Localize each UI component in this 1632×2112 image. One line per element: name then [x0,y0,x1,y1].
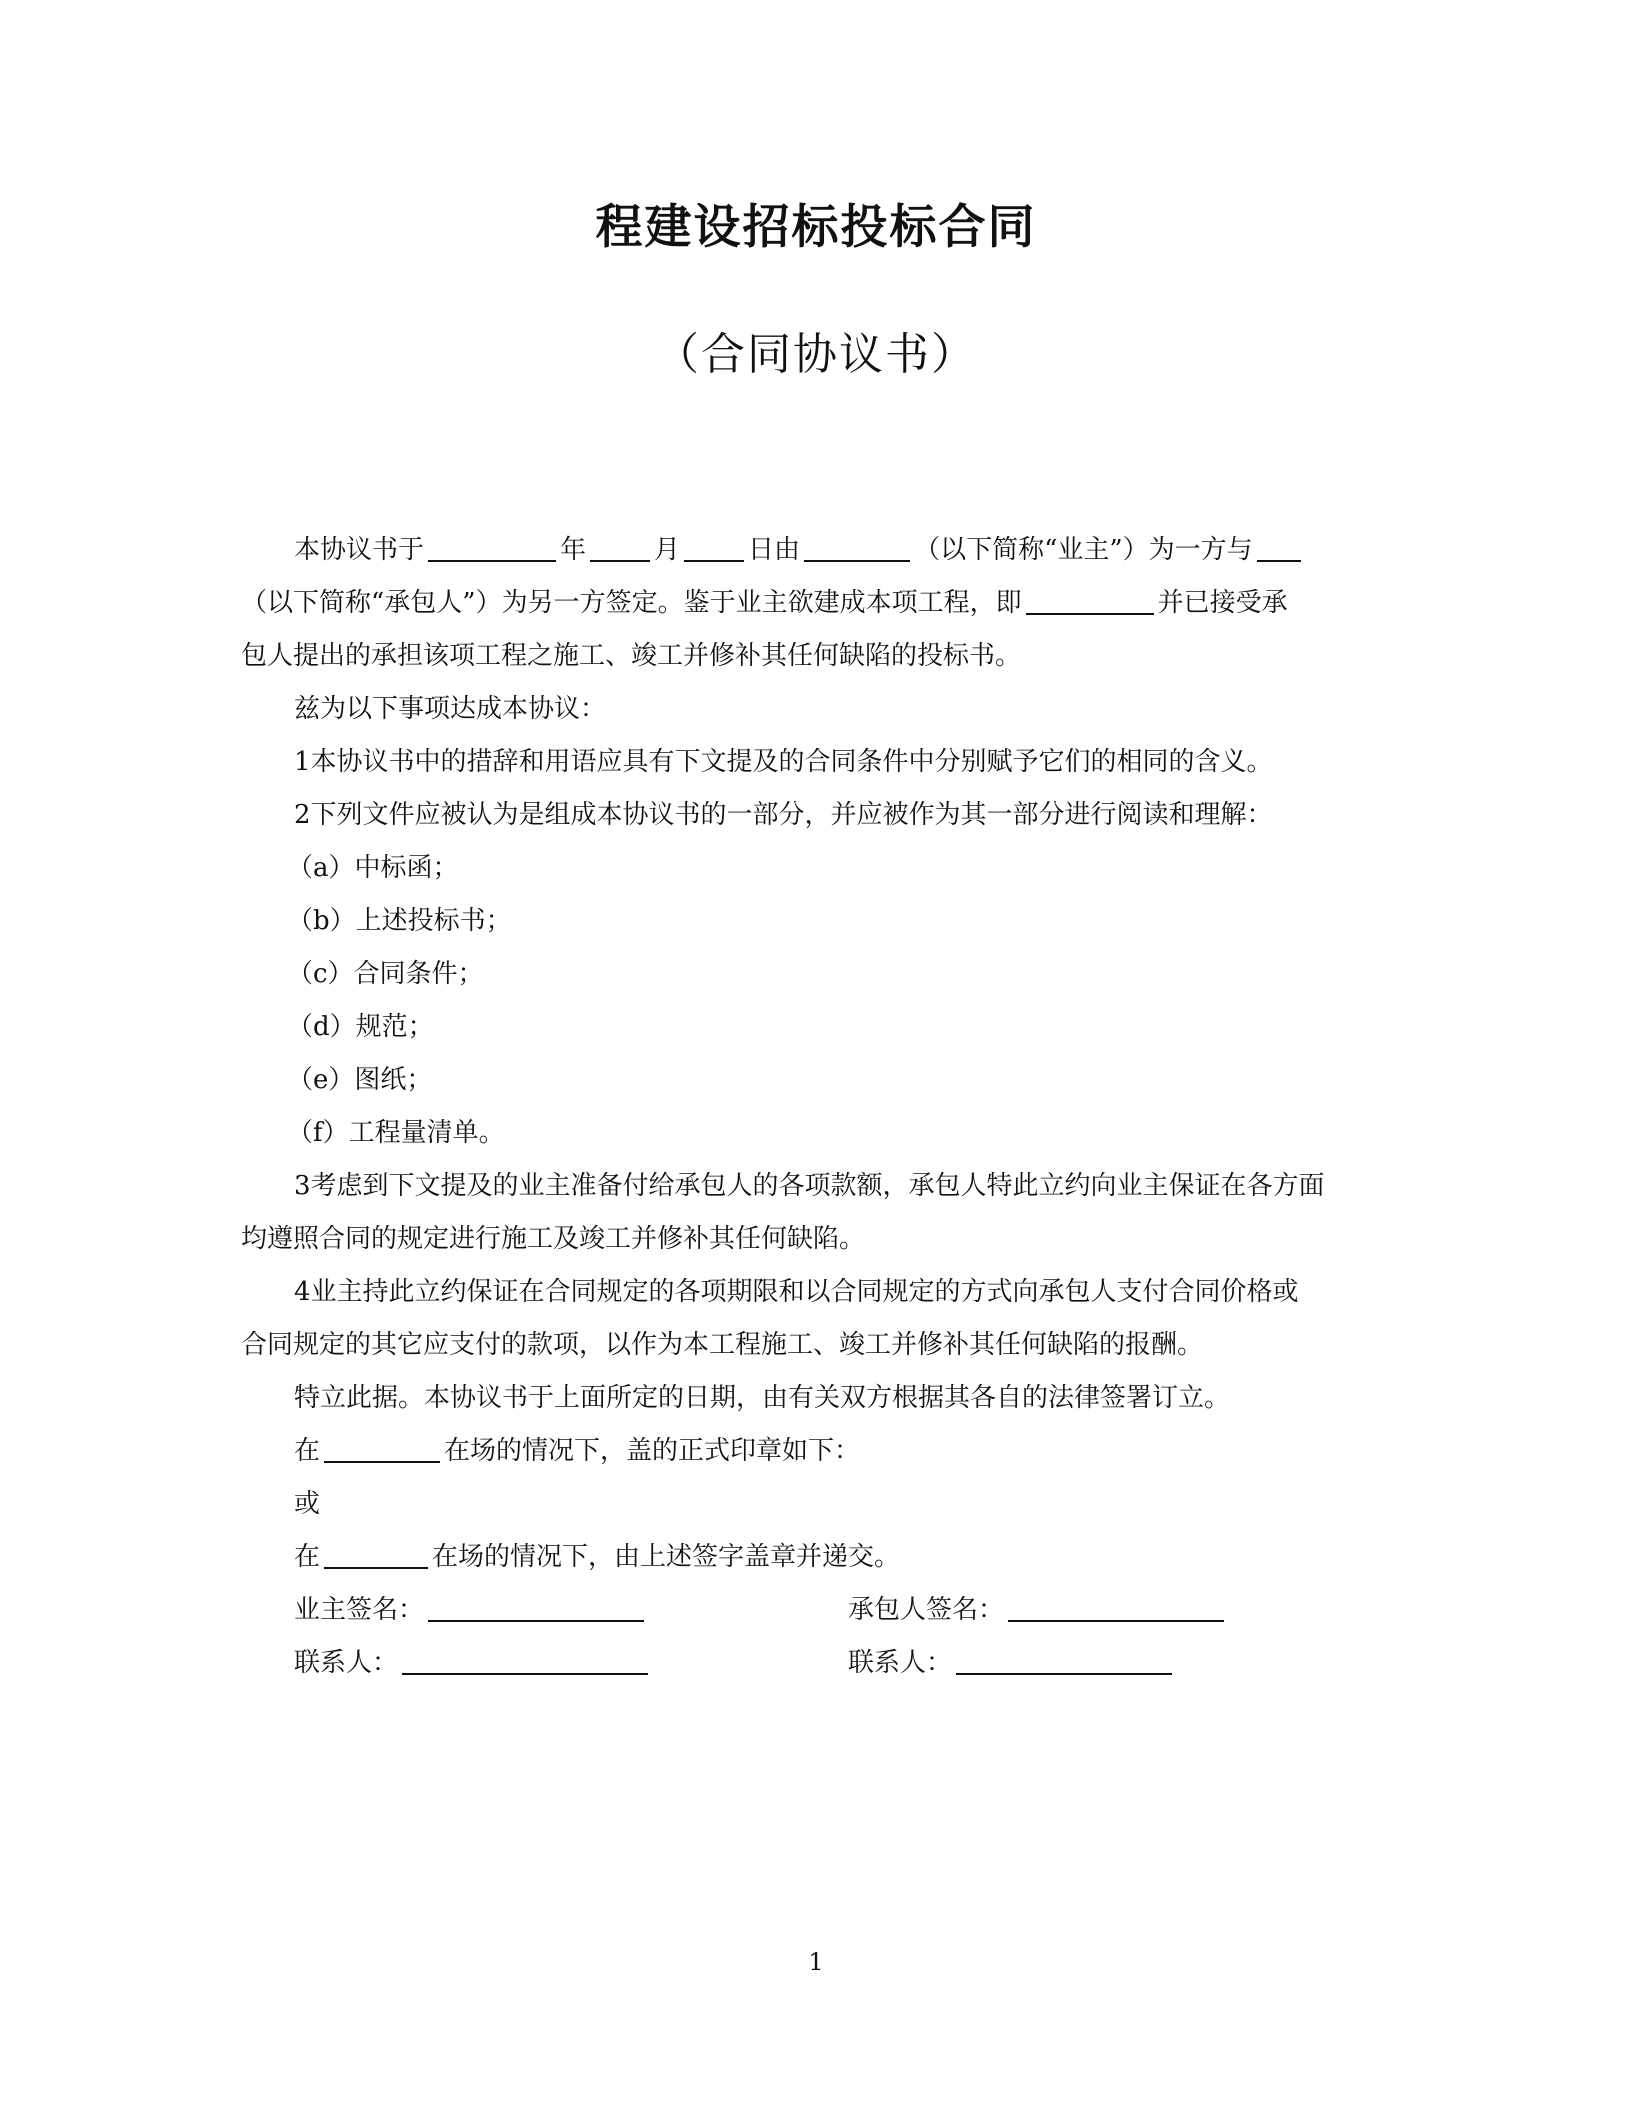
date-year-blank[interactable] [428,534,556,562]
witness-2-blank[interactable] [324,1541,428,1569]
page-number: 1 [808,1948,824,1976]
clause-3-line-1: 3考虑到下文提及的业主准备付给承包人的各项款额，承包人特此立约向业主保证在各方面 [294,1171,1325,1201]
seal-line-2 [294,1540,900,1574]
document-list-item-d: （d）规范； [287,1012,434,1042]
contractor-signature-blank[interactable] [1008,1594,1224,1622]
project-name-blank[interactable] [1026,587,1154,615]
document-list-item-a: （a）中标函； [287,853,459,883]
contractor-contact-line [848,1646,1176,1680]
contractor-contact-label: 联系人： [848,1648,953,1678]
date-month-blank[interactable] [590,534,650,562]
owner-contact-line [294,1646,652,1680]
clause-4-line-2: 合同规定的其它应支付的款项，以作为本工程施工、竣工并修补其任何缺陷的报酬。 [241,1330,1204,1360]
document-list-item-c: （c）合同条件； [287,959,484,989]
contractor-signature-label: 承包人签名： [848,1595,1005,1625]
document-list-item-b: （b）上述投标书； [287,906,512,936]
text-segment: 在 [294,1542,321,1572]
clause-4-line-1: 4业主持此立约保证在合同规定的各项期限和以合同规定的方式向承包人支付合同价格或 [294,1277,1299,1307]
text-segment: 日由 [748,535,801,565]
text-segment: 年 [560,535,587,565]
text-segment: 在场的情况下，盖的正式印章如下： [444,1436,861,1466]
witness-line: 特立此据。本协议书于上面所定的日期，由有关双方根据其各自的法律签署订立。 [294,1383,1231,1413]
document-subtitle: （合同协议书） [655,329,977,380]
paragraph-1-line-1 [294,533,1305,567]
owner-contact-label: 联系人： [294,1648,399,1678]
document-list-item-e: （e）图纸； [287,1065,433,1095]
contractor-contact-blank[interactable] [956,1647,1172,1675]
owner-signature-label: 业主签名： [294,1595,425,1625]
clause-1: 1本协议书中的措辞和用语应具有下文提及的合同条件中分别赋予它们的相同的含义。 [294,747,1273,777]
clause-2: 2下列文件应被认为是组成本协议书的一部分，并应被作为其一部分进行阅读和理解： [294,800,1273,830]
text-segment: 并已接受承 [1157,588,1288,618]
text-segment: （以下简称“承包人”）为另一方签定。鉴于业主欲建成本项工程，即 [241,588,1022,618]
owner-contact-blank[interactable] [402,1647,648,1675]
contractor-signature-line [848,1593,1228,1627]
date-day-blank[interactable] [684,534,744,562]
paragraph-1-line-2 [241,586,1288,620]
paragraph-1-line-3: 包人提出的承担该项工程之施工、竣工并修补其任何缺陷的投标书。 [241,641,1022,671]
owner-signature-blank[interactable] [428,1594,644,1622]
document-title: 程建设招标投标合同 [595,200,1037,255]
text-segment: 本协议书于 [294,535,425,565]
text-segment: 在 [294,1436,321,1466]
intro-line: 兹为以下事项达成本协议： [294,694,607,724]
contractor-name-blank[interactable] [1257,534,1301,562]
or-line: 或 [294,1489,321,1519]
witness-1-blank[interactable] [324,1435,440,1463]
text-segment: 在场的情况下，由上述签字盖章并递交。 [432,1542,901,1572]
document-list-item-f: （f）工程量清单。 [287,1118,505,1148]
owner-signature-line [294,1593,648,1627]
seal-line-1 [294,1434,860,1468]
text-segment: 月 [654,535,681,565]
clause-3-line-2: 均遵照合同的规定进行施工及竣工并修补其任何缺陷。 [241,1224,866,1254]
owner-name-blank[interactable] [804,534,910,562]
text-segment: （以下简称“业主”）为一方与 [914,535,1253,565]
